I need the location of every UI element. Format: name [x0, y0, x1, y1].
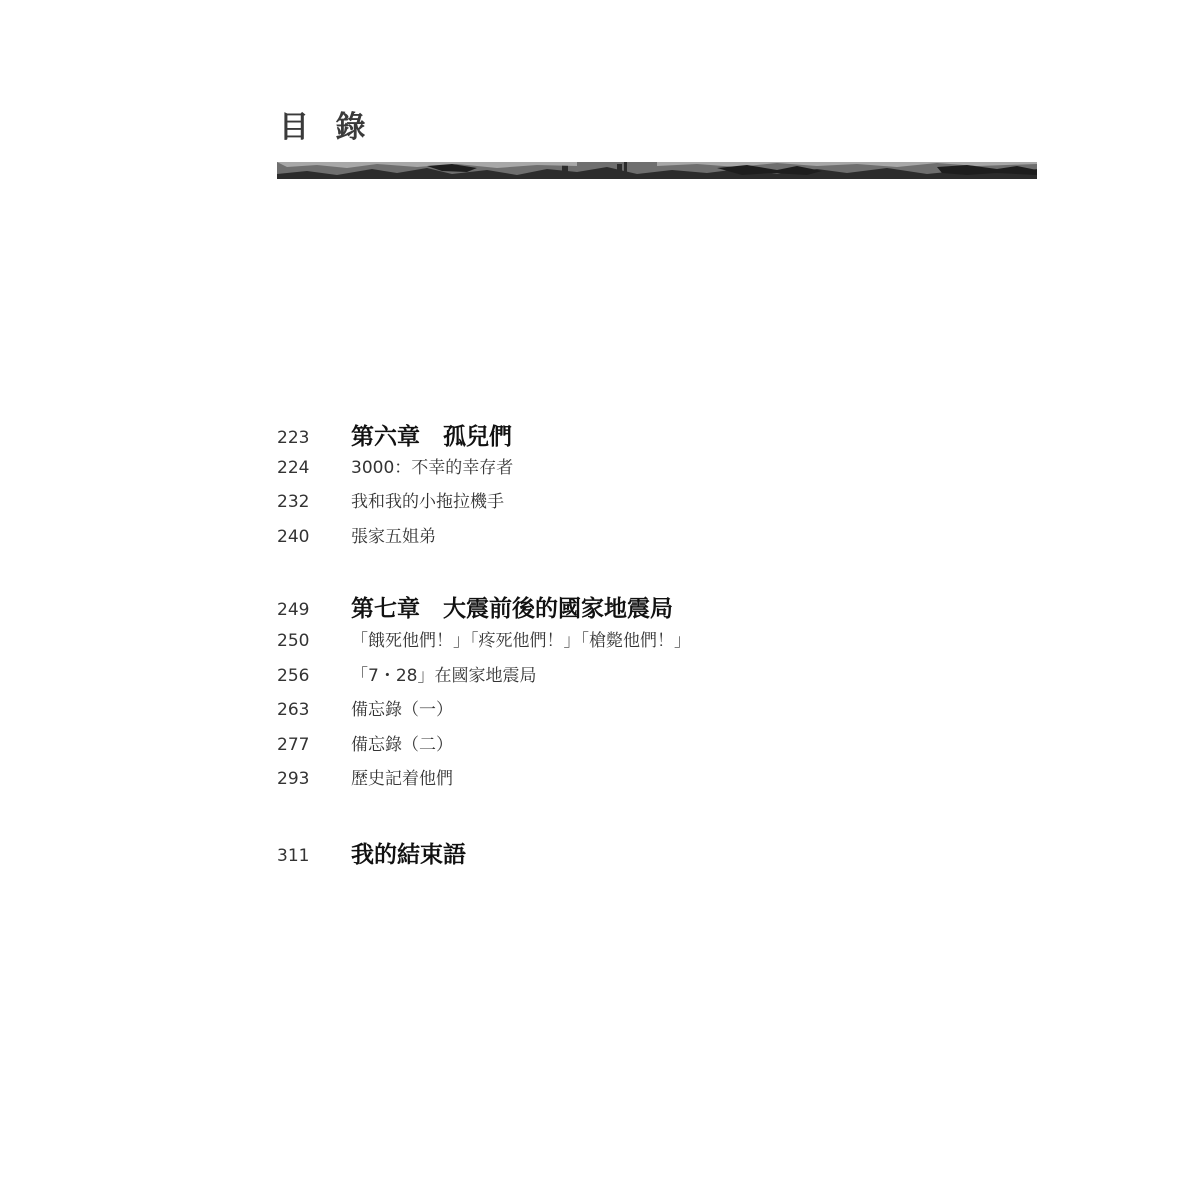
section-title: 我和我的小拖拉機手: [351, 492, 504, 512]
toc-entry: [277, 728, 977, 762]
page-number: 311: [277, 846, 310, 866]
toc-entry: [277, 451, 977, 485]
page-number: 224: [277, 458, 310, 478]
section-title: 「7・28」在國家地震局: [351, 666, 537, 686]
chapter-title: 我的結束語: [351, 841, 466, 868]
toc-entry: [277, 520, 977, 554]
toc-entry: [277, 762, 977, 796]
page-number: 256: [277, 666, 310, 686]
section-title: 「餓死他們！」「疼死他們！」「槍斃他們！」: [351, 631, 691, 651]
page-number: 277: [277, 735, 310, 755]
toc-entry: [277, 693, 977, 727]
page-number: 232: [277, 492, 310, 512]
page-title: 目 錄: [279, 110, 374, 145]
toc-entry: [277, 485, 977, 519]
page-number: 240: [277, 527, 310, 547]
section-title: 備忘錄（二）: [351, 735, 453, 755]
toc-entry: [277, 624, 977, 658]
section-title: 張家五姐弟: [351, 527, 436, 547]
toc-entry-chapter: [277, 592, 977, 626]
toc-entry-chapter: [277, 420, 977, 454]
page-number: 293: [277, 769, 310, 789]
page-number: 263: [277, 700, 310, 720]
toc-entry: [277, 659, 977, 693]
section-title: 備忘錄（一）: [351, 700, 453, 720]
page-number: 250: [277, 631, 310, 651]
page-number: 223: [277, 428, 310, 448]
section-title: 3000：不幸的幸存者: [351, 458, 514, 478]
decorative-banner-image: [277, 162, 1037, 179]
chapter-title: 第七章 大震前後的國家地震局: [351, 595, 673, 622]
toc-entry-chapter: [277, 838, 977, 872]
chapter-title: 第六章 孤兒們: [351, 423, 512, 450]
page-number: 249: [277, 600, 310, 620]
section-title: 歷史記着他們: [351, 769, 453, 789]
